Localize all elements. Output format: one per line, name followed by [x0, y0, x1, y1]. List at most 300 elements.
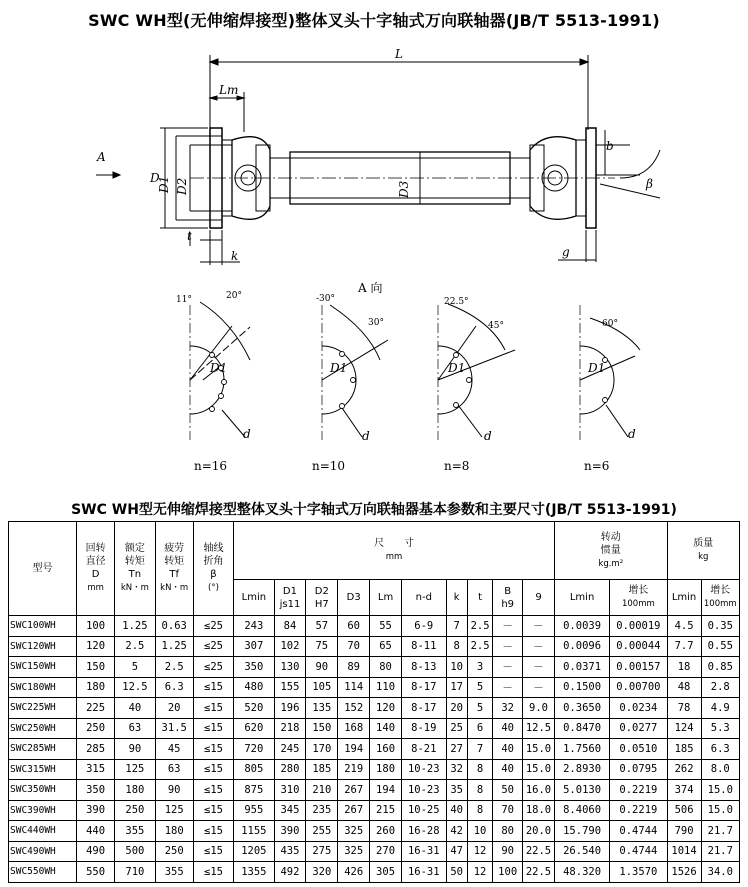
table-cell: 1355: [234, 862, 274, 883]
table-row: [9, 821, 740, 842]
table-cell: 160: [370, 739, 402, 760]
table-cell: 100: [493, 862, 523, 883]
model-cell: SWC225WH: [9, 698, 77, 719]
model-cell: SWC390WH: [9, 800, 77, 821]
label-t: t: [187, 229, 192, 243]
table-cell: 27: [446, 739, 467, 760]
col-D2-header: D2 H7: [306, 580, 338, 616]
table-cell: 250: [155, 841, 193, 862]
model-cell: SWC550WH: [9, 862, 77, 883]
table-cell: 48: [667, 677, 701, 698]
table-cell: 0.0096: [554, 636, 609, 657]
table-cell: 0.00157: [610, 657, 667, 678]
table-cell: 790: [667, 821, 701, 842]
view2-D1: D1: [330, 361, 348, 375]
table-cell: 114: [338, 677, 370, 698]
table-cell: 90: [115, 739, 155, 760]
table-cell: 325: [338, 841, 370, 862]
table-cell: 350: [234, 657, 274, 678]
table-cell: 194: [338, 739, 370, 760]
table-cell: 720: [234, 739, 274, 760]
table-cell: 20: [446, 698, 467, 719]
table-cell: 110: [370, 677, 402, 698]
table-cell: 16-31: [401, 841, 446, 862]
table-cell: 80: [370, 657, 402, 678]
view1-angle-a: 11°: [176, 295, 192, 305]
table-cell: 426: [338, 862, 370, 883]
table-cell: 8: [467, 800, 492, 821]
table-cell: 125: [115, 759, 155, 780]
table-cell: 0.85: [701, 657, 739, 678]
table-cell: 8: [467, 780, 492, 801]
table-cell: 65: [370, 636, 402, 657]
model-cell: SWC490WH: [9, 841, 77, 862]
table-cell: 32: [446, 759, 467, 780]
table-cell: 390: [274, 821, 306, 842]
col-Lm-header: Lm: [370, 580, 402, 616]
table-cell: 84: [274, 616, 306, 637]
view4-n: n=6: [584, 459, 610, 473]
table-cell: 196: [274, 698, 306, 719]
table-cell: 219: [338, 759, 370, 780]
table-cell: 8-17: [401, 698, 446, 719]
view2-n: n=10: [312, 459, 346, 473]
table-cell: 280: [274, 759, 306, 780]
table-cell: 0.55: [701, 636, 739, 657]
table-cell: －: [493, 636, 523, 657]
table-row: [9, 862, 740, 883]
table-cell: 550: [76, 862, 114, 883]
view1-D1: D1: [210, 361, 228, 375]
table-cell: 0.0795: [610, 759, 667, 780]
table-cell: 15.790: [554, 821, 609, 842]
table-cell: ≤15: [193, 841, 233, 862]
table-cell: 26.540: [554, 841, 609, 862]
table-cell: ≤25: [193, 636, 233, 657]
table-cell: 185: [667, 739, 701, 760]
table-cell: 47: [446, 841, 467, 862]
table-cell: 500: [115, 841, 155, 862]
table-cell: 168: [338, 718, 370, 739]
view4-d: d: [628, 427, 636, 441]
table-cell: 155: [274, 677, 306, 698]
table-cell: 90: [493, 841, 523, 862]
table-cell: 8-19: [401, 718, 446, 739]
table-cell: 16-28: [401, 821, 446, 842]
table-cell: 100: [76, 616, 114, 637]
table-cell: 12: [467, 841, 492, 862]
table-cell: 48.320: [554, 862, 609, 883]
table-cell: 6: [467, 718, 492, 739]
table-cell: 215: [370, 800, 402, 821]
view1-n: n=16: [194, 459, 228, 473]
table-cell: 6.3: [701, 739, 739, 760]
table-cell: 260: [370, 821, 402, 842]
table-cell: 15.0: [523, 739, 555, 760]
table-cell: 0.4744: [610, 821, 667, 842]
table-cell: ≤15: [193, 800, 233, 821]
label-D3: D3: [397, 180, 411, 198]
table-cell: 3: [467, 657, 492, 678]
label-D1: D1: [157, 175, 171, 193]
table-cell: 12.5: [523, 718, 555, 739]
table-cell: 21.7: [701, 821, 739, 842]
table-cell: 1014: [667, 841, 701, 862]
view4-angle-b: 60°: [602, 319, 618, 329]
table-cell: 102: [274, 636, 306, 657]
view3-d: d: [484, 429, 492, 443]
table-cell: 0.2219: [610, 800, 667, 821]
table-cell: 15.0: [701, 800, 739, 821]
table-cell: 15.0: [523, 759, 555, 780]
col-D1-header: D1 js11: [274, 580, 306, 616]
table-cell: 0.1500: [554, 677, 609, 698]
table-cell: 245: [274, 739, 306, 760]
table-cell: 25: [446, 718, 467, 739]
table-cell: 180: [155, 821, 193, 842]
col-D-header: 回转 直径 D mm: [76, 522, 114, 616]
table-cell: －: [523, 677, 555, 698]
table-cell: 135: [306, 698, 338, 719]
table-cell: 20: [155, 698, 193, 719]
table-cell: 35: [446, 780, 467, 801]
table-row: [9, 780, 740, 801]
table-cell: 955: [234, 800, 274, 821]
table-cell: 262: [667, 759, 701, 780]
table-cell: 90: [155, 780, 193, 801]
table-cell: 320: [306, 862, 338, 883]
table-cell: 218: [274, 718, 306, 739]
table-cell: 350: [76, 780, 114, 801]
table-cell: 80: [493, 821, 523, 842]
table-cell: 10: [446, 657, 467, 678]
table-cell: ≤15: [193, 780, 233, 801]
table-cell: 40: [493, 759, 523, 780]
table-cell: 1155: [234, 821, 274, 842]
col-mass-inc-header: 增长 100mm: [701, 580, 739, 616]
table-cell: 8: [446, 636, 467, 657]
table-cell: 1.25: [155, 636, 193, 657]
col-Tf-header: 疲劳 转矩 Tf kN・m: [155, 522, 193, 616]
table-cell: 2.8930: [554, 759, 609, 780]
col-Tn-header: 额定 转矩 Tn kN・m: [115, 522, 155, 616]
table-cell: 42: [446, 821, 467, 842]
table-cell: 17: [446, 677, 467, 698]
table-cell: 10-25: [401, 800, 446, 821]
table-cell: 0.0234: [610, 698, 667, 719]
table-cell: 805: [234, 759, 274, 780]
inertia-group-header: 转动 惯量 kg.m²: [554, 522, 667, 580]
table-cell: 120: [76, 636, 114, 657]
table-cell: ≤25: [193, 657, 233, 678]
table-row: [9, 718, 740, 739]
table-cell: 250: [115, 800, 155, 821]
table-cell: 180: [76, 677, 114, 698]
table-row: [9, 739, 740, 760]
table-cell: －: [523, 657, 555, 678]
table-cell: 0.8470: [554, 718, 609, 739]
table-cell: 2.8: [701, 677, 739, 698]
table-cell: 70: [338, 636, 370, 657]
table-row: [9, 677, 740, 698]
table-cell: 16-31: [401, 862, 446, 883]
table-cell: 310: [274, 780, 306, 801]
table-cell: 105: [306, 677, 338, 698]
view3-n: n=8: [444, 459, 470, 473]
table-cell: 12.5: [115, 677, 155, 698]
col-k-header: k: [446, 580, 467, 616]
table-cell: ≤15: [193, 718, 233, 739]
table-cell: 275: [306, 841, 338, 862]
label-b: b: [606, 139, 614, 153]
table-cell: 15.0: [701, 780, 739, 801]
table-cell: 40: [493, 718, 523, 739]
table-cell: 267: [338, 800, 370, 821]
table-cell: 440: [76, 821, 114, 842]
table-cell: 55: [370, 616, 402, 637]
table-cell: 0.2219: [610, 780, 667, 801]
table-cell: 10: [467, 821, 492, 842]
label-Lm: Lm: [219, 83, 239, 97]
table-cell: 315: [76, 759, 114, 780]
table-cell: 8-17: [401, 677, 446, 698]
table-cell: 7: [467, 739, 492, 760]
table-cell: 4.9: [701, 698, 739, 719]
table-cell: 7: [446, 616, 467, 637]
col-inertia-Lmin-header: Lmin: [554, 580, 609, 616]
table-row: [9, 636, 740, 657]
table-cell: －: [493, 677, 523, 698]
table-cell: 140: [370, 718, 402, 739]
table-cell: 50: [493, 780, 523, 801]
table-cell: 8-13: [401, 657, 446, 678]
view2-angle-a: -30°: [316, 294, 335, 304]
table-cell: ≤25: [193, 616, 233, 637]
table-cell: 506: [667, 800, 701, 821]
table-cell: 435: [274, 841, 306, 862]
model-cell: SWC285WH: [9, 739, 77, 760]
table-cell: 0.00044: [610, 636, 667, 657]
table-cell: 225: [76, 698, 114, 719]
table-cell: 31.5: [155, 718, 193, 739]
col-nd-header: n-d: [401, 580, 446, 616]
table-cell: 5.3: [701, 718, 739, 739]
table-cell: 152: [338, 698, 370, 719]
table-cell: ≤15: [193, 821, 233, 842]
table-cell: ≤15: [193, 739, 233, 760]
table-cell: 63: [155, 759, 193, 780]
label-view-A: A 向: [358, 281, 383, 295]
table-cell: 875: [234, 780, 274, 801]
table-cell: 10-23: [401, 780, 446, 801]
table-cell: 194: [370, 780, 402, 801]
model-cell: SWC180WH: [9, 677, 77, 698]
table-cell: 267: [338, 780, 370, 801]
table-cell: 2.5: [467, 636, 492, 657]
table-cell: 125: [155, 800, 193, 821]
table-cell: 5: [115, 657, 155, 678]
table-cell: 40: [446, 800, 467, 821]
table-cell: 21.7: [701, 841, 739, 862]
table-cell: 374: [667, 780, 701, 801]
table-cell: 89: [338, 657, 370, 678]
model-cell: SWC150WH: [9, 657, 77, 678]
table-cell: 5: [467, 677, 492, 698]
table-cell: 78: [667, 698, 701, 719]
table-cell: 32: [493, 698, 523, 719]
table-cell: 22.5: [523, 862, 555, 883]
col-model-header: 型号: [9, 522, 77, 616]
table-cell: 8-11: [401, 636, 446, 657]
table-cell: 34.0: [701, 862, 739, 883]
table-cell: 6-9: [401, 616, 446, 637]
table-cell: ≤15: [193, 677, 233, 698]
table-cell: 16.0: [523, 780, 555, 801]
table-cell: 150: [76, 657, 114, 678]
table-cell: 45: [155, 739, 193, 760]
col-g-header: 9: [523, 580, 555, 616]
col-beta-header: 轴线 折角 β (°): [193, 522, 233, 616]
col-B-header: B h9: [493, 580, 523, 616]
table-cell: 490: [76, 841, 114, 862]
table-cell: 255: [306, 821, 338, 842]
table-cell: 124: [667, 718, 701, 739]
spec-table: [8, 521, 740, 883]
table-row: [9, 800, 740, 821]
table-cell: 390: [76, 800, 114, 821]
table-cell: 130: [274, 657, 306, 678]
table-cell: 1526: [667, 862, 701, 883]
table-cell: 305: [370, 862, 402, 883]
table-cell: 285: [76, 739, 114, 760]
model-cell: SWC350WH: [9, 780, 77, 801]
table-cell: 0.35: [701, 616, 739, 637]
table-cell: －: [523, 636, 555, 657]
table-cell: 0.00700: [610, 677, 667, 698]
label-A: A: [97, 150, 106, 164]
table-cell: 8.0: [701, 759, 739, 780]
table-cell: 1205: [234, 841, 274, 862]
coupling-technical-drawing: [0, 36, 748, 476]
view3-angle-b: 45°: [488, 321, 504, 331]
table-cell: 0.0277: [610, 718, 667, 739]
table-cell: 210: [306, 780, 338, 801]
col-Lmin-header: Lmin: [234, 580, 274, 616]
table-cell: 8-21: [401, 739, 446, 760]
table-cell: 6.3: [155, 677, 193, 698]
table-cell: 345: [274, 800, 306, 821]
table-cell: 60: [338, 616, 370, 637]
table-cell: 40: [115, 698, 155, 719]
label-g: g: [562, 245, 570, 259]
table-cell: 1.25: [115, 616, 155, 637]
table-row: [9, 657, 740, 678]
table-row: [9, 759, 740, 780]
view1-d: d: [243, 427, 251, 441]
table-cell: 57: [306, 616, 338, 637]
col-D3-header: D3: [338, 580, 370, 616]
model-cell: SWC250WH: [9, 718, 77, 739]
table-cell: 307: [234, 636, 274, 657]
col-t-header: t: [467, 580, 492, 616]
label-beta: β: [646, 177, 653, 191]
table-cell: 235: [306, 800, 338, 821]
label-D2: D2: [175, 177, 189, 195]
table-cell: 0.00019: [610, 616, 667, 637]
table-row: [9, 698, 740, 719]
table-cell: 8: [467, 759, 492, 780]
table-cell: 18.0: [523, 800, 555, 821]
col-inertia-inc-header: 增长 100mm: [610, 580, 667, 616]
table-row: [9, 841, 740, 862]
table-cell: 480: [234, 677, 274, 698]
table-cell: 90: [306, 657, 338, 678]
model-cell: SWC315WH: [9, 759, 77, 780]
table-cell: －: [493, 616, 523, 637]
table-cell: 18: [667, 657, 701, 678]
table-cell: 620: [234, 718, 274, 739]
size-group-header: 尺 寸 mm: [234, 522, 555, 580]
table-cell: 10-23: [401, 759, 446, 780]
view2-angle-b: 30°: [368, 318, 384, 328]
table-cell: 355: [155, 862, 193, 883]
table-cell: 4.5: [667, 616, 701, 637]
table-cell: ≤15: [193, 698, 233, 719]
table-cell: 5: [467, 698, 492, 719]
table-cell: 50: [446, 862, 467, 883]
table-cell: ≤15: [193, 759, 233, 780]
label-D: D: [150, 171, 160, 185]
label-L: L: [395, 47, 403, 61]
table-cell: 185: [306, 759, 338, 780]
table-cell: 492: [274, 862, 306, 883]
model-cell: SWC440WH: [9, 821, 77, 842]
table-cell: 20.0: [523, 821, 555, 842]
table-cell: 180: [115, 780, 155, 801]
table-cell: ≤15: [193, 862, 233, 883]
table-cell: －: [523, 616, 555, 637]
view2-d: d: [362, 429, 370, 443]
table-cell: 0.3650: [554, 698, 609, 719]
table-cell: 12: [467, 862, 492, 883]
table-cell: 0.0039: [554, 616, 609, 637]
table-cell: 0.0510: [610, 739, 667, 760]
table-cell: 710: [115, 862, 155, 883]
table-title: SWC WH型无伸缩焊接型整体叉头十字轴式万向联轴器基本参数和主要尺寸(JB/T 5513-1991): [71, 502, 677, 518]
table-cell: 8.4060: [554, 800, 609, 821]
view1-angle-b: 20°: [226, 291, 242, 301]
col-mass-Lmin-header: Lmin: [667, 580, 701, 616]
table-cell: 63: [115, 718, 155, 739]
table-cell: 325: [338, 821, 370, 842]
table-cell: 9.0: [523, 698, 555, 719]
table-cell: 2.5: [115, 636, 155, 657]
view3-angle-a: 22.5°: [444, 297, 469, 307]
model-cell: SWC100WH: [9, 616, 77, 637]
view3-D1: D1: [448, 361, 466, 375]
document-title: SWC WH型(无伸缩焊接型)整体叉头十字轴式万向联轴器(JB/T 5513-1991): [88, 11, 660, 30]
table-cell: 0.0371: [554, 657, 609, 678]
table-cell: 250: [76, 718, 114, 739]
table-cell: 120: [370, 698, 402, 719]
table-cell: 22.5: [523, 841, 555, 862]
table-cell: 0.63: [155, 616, 193, 637]
view4-D1: D1: [588, 361, 606, 375]
table-cell: 243: [234, 616, 274, 637]
table-cell: 1.7560: [554, 739, 609, 760]
table-cell: 7.7: [667, 636, 701, 657]
table-cell: 40: [493, 739, 523, 760]
